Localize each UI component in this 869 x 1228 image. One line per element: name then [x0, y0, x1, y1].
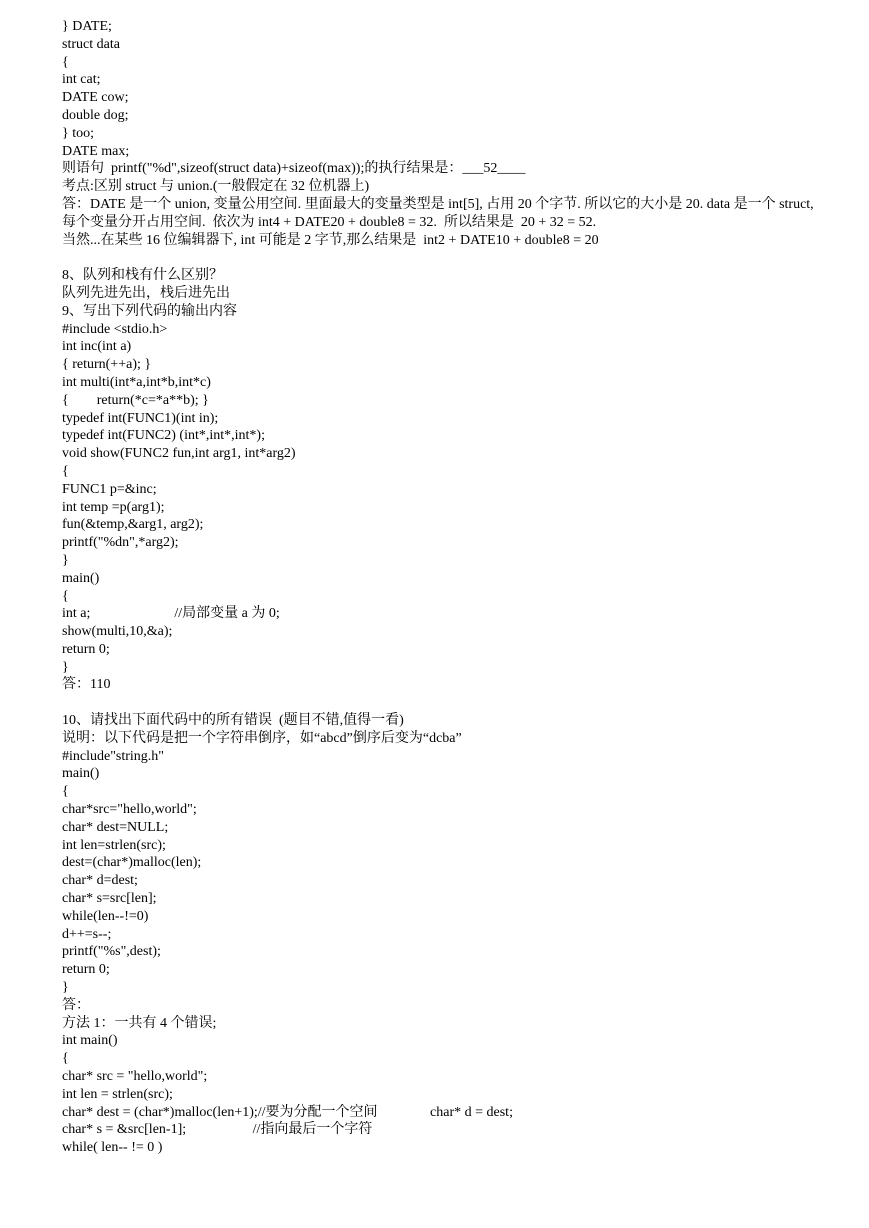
code-line: { return(*c=*a**b); }: [62, 392, 209, 408]
answer-paragraph: 答：DATE 是一个 union, 变量公用空间. 里面最大的变量类型是 int[5], 占用 20 个字节. 所以它的大小是 20. data 是一个 struct,: [62, 196, 814, 212]
code-line: char* s = &src[len-1]; //指向最后一个字符: [62, 1122, 373, 1138]
text-line: 考点:区别 struct 与 union.(一般假定在 32 位机器上): [62, 179, 370, 195]
code-line: #include"string.h": [62, 748, 165, 764]
code-line: double dog;: [62, 107, 129, 123]
question-heading: 9、写出下列代码的输出内容: [62, 303, 237, 319]
code-line: while( len-- != 0 ): [62, 1140, 163, 1156]
code-line: char* d=dest;: [62, 873, 138, 889]
code-line: DATE cow;: [62, 90, 129, 106]
code-line: #include <stdio.h>: [62, 321, 168, 337]
code-line: }: [62, 659, 69, 675]
code-line: void show(FUNC2 fun,int arg1, int*arg2): [62, 446, 296, 462]
code-line: printf("%dn",*arg2);: [62, 535, 179, 551]
code-line: int len = strlen(src);: [62, 1086, 173, 1102]
code-line: {: [62, 54, 69, 70]
code-line: char* src = "hello,world";: [62, 1069, 208, 1085]
code-line: show(multi,10,&a);: [62, 624, 173, 640]
code-line: {: [62, 588, 69, 604]
code-line: {: [62, 1051, 69, 1067]
text-line: 每个变量分开占用空间. 依次为 int4 + DATE20 + double8 = 32. 所以结果是 20 + 32 = 52.: [62, 214, 597, 230]
code-line: char* dest = (char*)malloc(len+1);//要为分配一个空间 char* d = dest;: [62, 1104, 513, 1120]
text-line: 队列先进先出，栈后进先出: [62, 285, 230, 301]
code-line: dest=(char*)malloc(len);: [62, 855, 202, 871]
code-line: int temp =p(arg1);: [62, 499, 165, 515]
code-line: return 0;: [62, 641, 110, 657]
code-line: d++=s--;: [62, 926, 112, 942]
question-heading: 10、请找出下面代码中的所有错误 (题目不错,值得一看): [62, 713, 404, 729]
code-line: { return(++a); }: [62, 357, 152, 373]
code-line: while(len--!=0): [62, 908, 149, 924]
code-line: typedef int(FUNC2) (int*,int*,int*);: [62, 428, 265, 444]
text-line: 说明：以下代码是把一个字符串倒序，如“abcd”倒序后变为“dcba”: [62, 730, 462, 746]
document-page: [62, 18, 857, 1157]
code-line: char*src="hello,world";: [62, 802, 197, 818]
code-line: int cat;: [62, 72, 101, 88]
code-line: return 0;: [62, 962, 110, 978]
code-line: char* dest=NULL;: [62, 819, 169, 835]
text-line: 方法 1：一共有 4 个错误;: [62, 1015, 217, 1031]
code-line: {: [62, 784, 69, 800]
code-line: main(): [62, 570, 100, 586]
code-line: }: [62, 980, 69, 996]
blank-line: [62, 694, 857, 712]
blank-line: [62, 249, 857, 267]
code-line: int main(): [62, 1033, 118, 1049]
text-line: 当然...在某些 16 位编辑器下, int 可能是 2 字节,那么结果是 int2 + DATE10 + double8 = 20: [62, 232, 599, 248]
code-line: fun(&temp,&arg1, arg2);: [62, 517, 204, 533]
code-line: printf("%s",dest);: [62, 944, 161, 960]
code-line: int a; //局部变量 a 为 0;: [62, 606, 280, 622]
code-line: main(): [62, 766, 100, 782]
code-line: int multi(int*a,int*b,int*c): [62, 374, 211, 390]
code-line: } DATE;: [62, 19, 112, 34]
answer-line: 答：: [62, 997, 90, 1013]
answer-line: 答：110: [62, 677, 111, 693]
text-line: 则语句 printf("%d",sizeof(struct data)+sizeof(max));的执行结果是：___52____: [62, 161, 526, 177]
code-line: {: [62, 463, 69, 479]
code-line: DATE max;: [62, 143, 130, 159]
code-line: } too;: [62, 125, 94, 141]
code-line: struct data: [62, 36, 120, 52]
code-line: FUNC1 p=&inc;: [62, 481, 157, 497]
question-heading: 8、队列和栈有什么区别？: [62, 268, 223, 284]
code-line: char* s=src[len];: [62, 891, 157, 907]
code-line: typedef int(FUNC1)(int in);: [62, 410, 219, 426]
code-line: int inc(int a): [62, 339, 132, 355]
code-line: }: [62, 552, 69, 568]
code-line: int len=strlen(src);: [62, 837, 166, 853]
